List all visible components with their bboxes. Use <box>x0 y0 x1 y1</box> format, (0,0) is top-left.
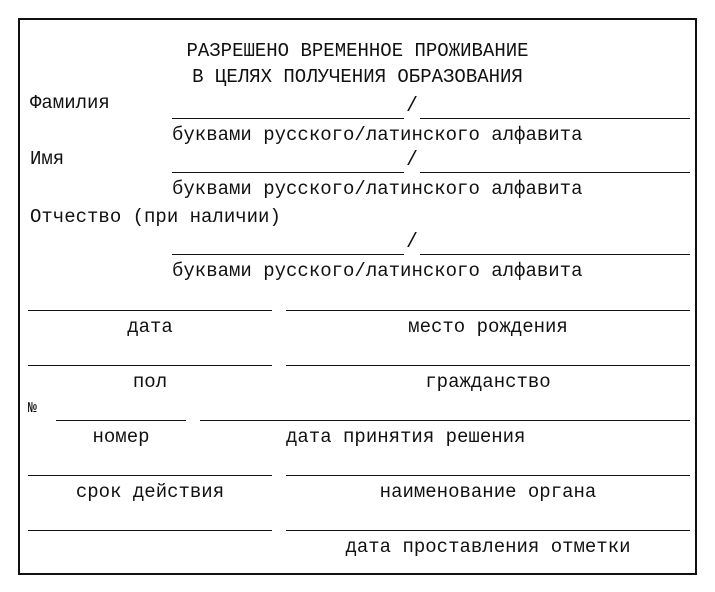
number-line[interactable] <box>56 420 186 421</box>
birthplace-line[interactable] <box>286 310 690 311</box>
name-alphabet-hint: буквами русского/латинского алфавита <box>172 178 583 200</box>
stamp-title-line-2: В ЦЕЛЯХ ПОЛУЧЕНИЯ ОБРАЗОВАНИЯ <box>192 66 523 88</box>
mark-date-caption: дата проставления отметки <box>345 536 631 558</box>
sex-caption: пол <box>132 371 168 393</box>
patronymic-slash: / <box>406 231 419 254</box>
birth-date-caption: дата <box>127 316 173 338</box>
citizenship-line[interactable] <box>286 365 690 366</box>
validity-caption: срок действия <box>75 481 225 503</box>
birthplace-caption: место рождения <box>408 316 568 338</box>
surname-russian-line[interactable] <box>172 118 404 119</box>
name-latin-line[interactable] <box>420 172 690 173</box>
mark-date-line[interactable] <box>286 530 690 531</box>
authority-line[interactable] <box>286 475 690 476</box>
number-caption: номер <box>92 426 150 448</box>
authority-caption: наименование органа <box>379 481 597 503</box>
citizenship-caption: гражданство <box>425 371 551 393</box>
name-slash: / <box>406 149 419 172</box>
patronymic-label: Отчество (при наличии) <box>30 206 281 228</box>
decision-date-line[interactable] <box>200 420 690 421</box>
stamp-title-line-1: РАЗРЕШЕНО ВРЕМЕННОЕ ПРОЖИВАНИЕ <box>186 40 529 62</box>
name-russian-line[interactable] <box>172 172 404 173</box>
validity-line[interactable] <box>28 475 272 476</box>
patronymic-russian-line[interactable] <box>172 254 404 255</box>
residence-permit-stamp <box>18 18 697 575</box>
patronymic-latin-line[interactable] <box>420 254 690 255</box>
patronymic-alphabet-hint: буквами русского/латинского алфавита <box>172 260 583 282</box>
surname-slash: / <box>406 95 419 118</box>
surname-latin-line[interactable] <box>420 118 690 119</box>
number-sign: № <box>28 400 38 417</box>
birth-date-line[interactable] <box>28 310 272 311</box>
surname-alphabet-hint: буквами русского/латинского алфавита <box>172 124 583 146</box>
name-label: Имя <box>30 148 65 170</box>
decision-date-caption: дата принятия решения <box>286 426 526 448</box>
sex-line[interactable] <box>28 365 272 366</box>
signature-line[interactable] <box>28 530 272 531</box>
surname-label: Фамилия <box>30 92 110 114</box>
